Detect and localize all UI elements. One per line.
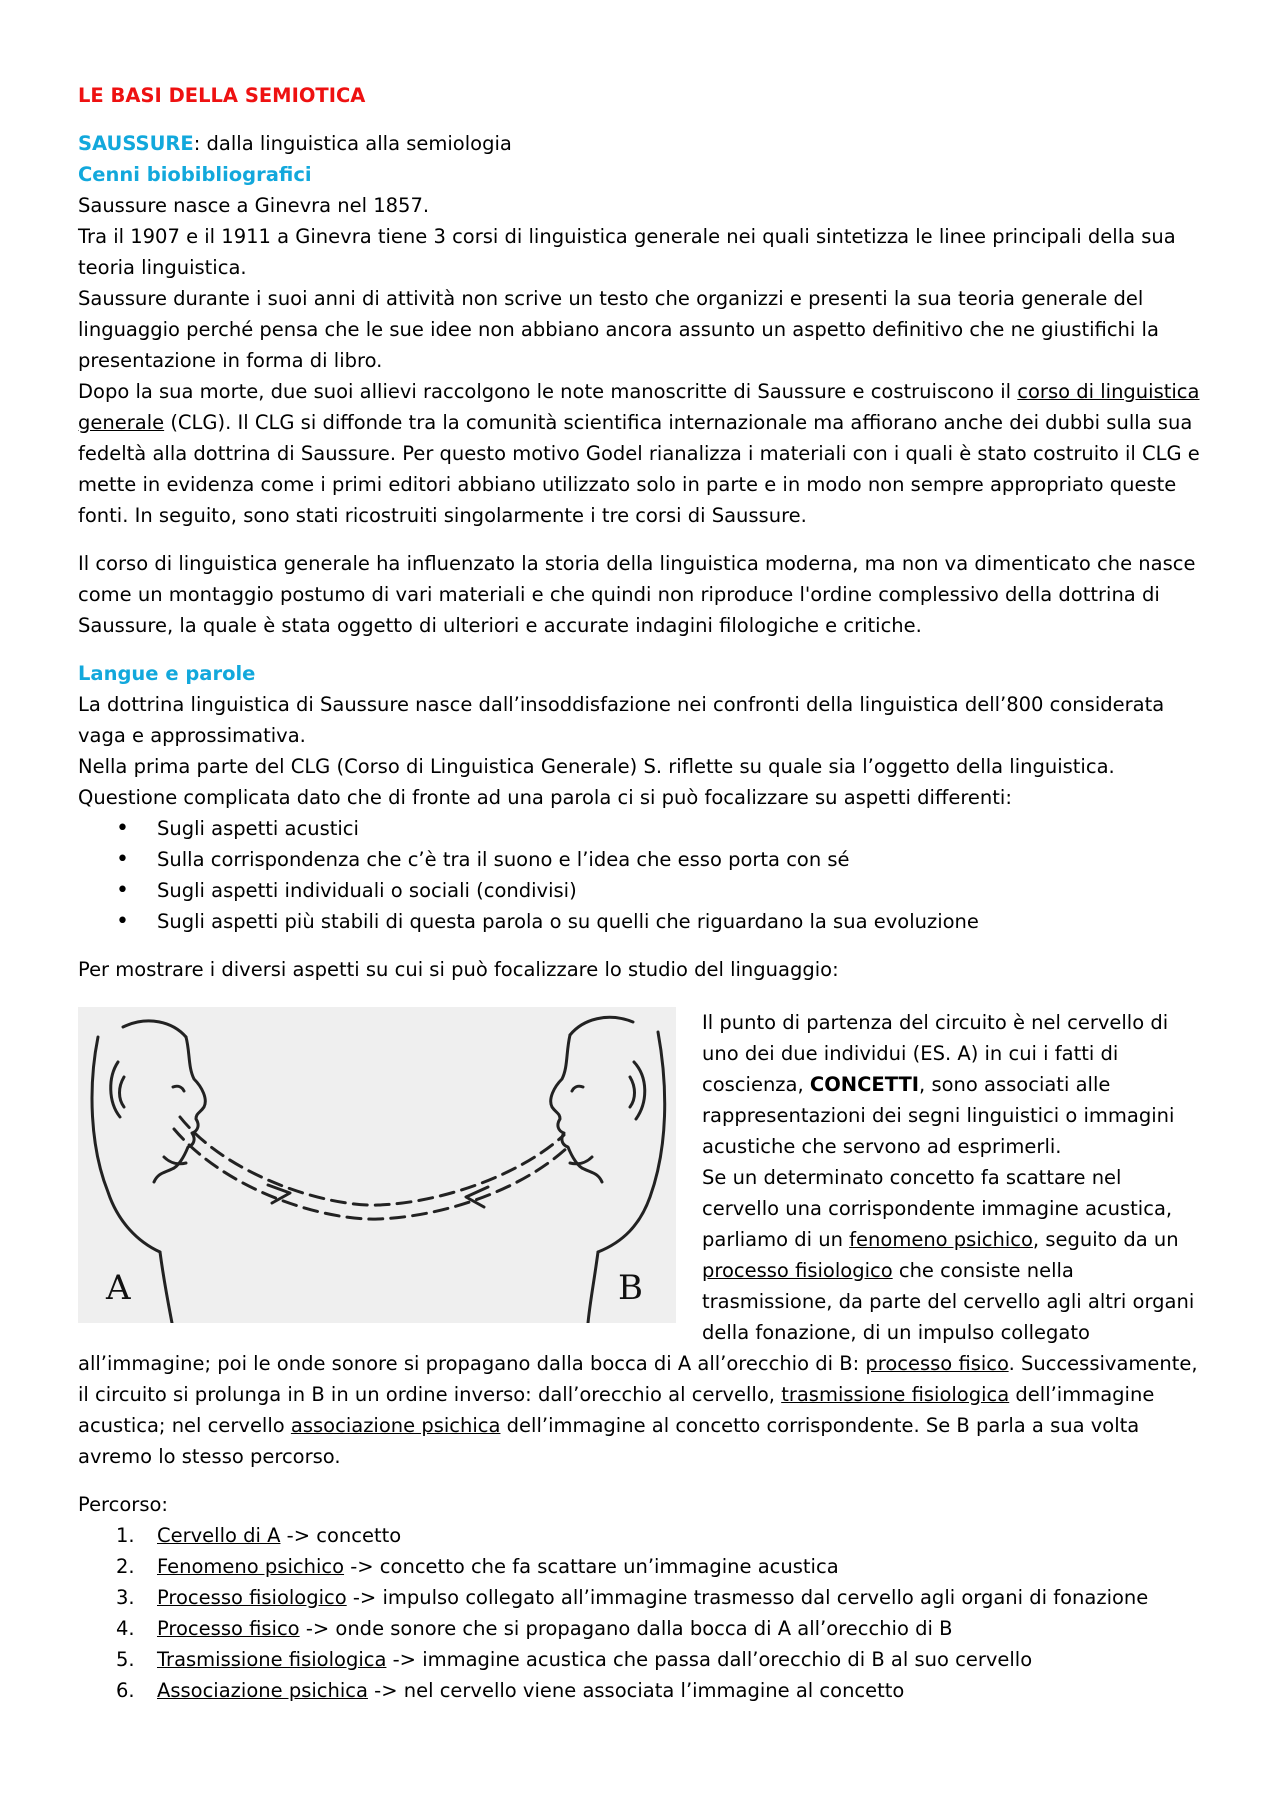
concetti-term: CONCETTI — [809, 1073, 920, 1096]
circuit-text-5: che consiste nella trasmissione, da parte del cervello agli altri organi della fonazione, di un impulso collegato all’immagine; poi le onde sonore si propagano dalla bocca di A all’orecchio di B: — [78, 1259, 1195, 1375]
percorso-list — [78, 1520, 1200, 1706]
document-title: LE BASI DELLA SEMIOTICA — [78, 84, 366, 107]
figure-label-a: A — [106, 1268, 131, 1308]
step-term: Trasmissione fisiologica — [157, 1648, 387, 1671]
paragraph-3: Saussure durante i suoi anni di attività non scrive un testo che organizzi e presenti la sua teoria generale del linguaggio perché pensa che le sue idee non abbiano ancora assunto un aspetto definitivo che ne giustifichi la presentazione in forma di libro. — [78, 287, 1159, 372]
step-number: 2. — [116, 1555, 135, 1578]
step-number: 4. — [116, 1617, 135, 1640]
step-desc: -> concetto — [280, 1524, 402, 1547]
step-term: Processo fisiologico — [157, 1586, 347, 1609]
step-term: Processo fisico — [157, 1617, 300, 1640]
trasmissione-fisiologica-term: trasmissione fisiologica — [781, 1383, 1010, 1406]
saussure-heading: SAUSSURE — [78, 132, 194, 155]
paragraph-8: Per mostrare i diversi aspetti su cui si può focalizzare lo studio del linguaggio: — [78, 958, 839, 981]
step-desc: -> concetto che fa scattare un’immagine acustica — [344, 1555, 839, 1578]
paragraph-4 — [78, 376, 1200, 531]
step-desc: -> impulso collegato all’immagine trasmesso dal cervello agli organi di fonazione — [346, 1586, 1149, 1609]
processo-fisico-term: processo fisico — [865, 1352, 1009, 1375]
step-number: 5. — [116, 1648, 135, 1671]
saussure-subtitle: : dalla linguistica alla semiologia — [193, 132, 512, 155]
cenni-heading: Cenni biobibliografici — [78, 163, 312, 186]
list-item — [78, 1551, 1200, 1582]
paragraph-4-text-a: Dopo la sua morte, due suoi allievi raccolgono le note manoscritte di Saussure e costruiscono il — [78, 380, 1018, 403]
circuit-section — [78, 1007, 1200, 1472]
paragraph-7: Nella prima parte del CLG (Corso di Linguistica Generale) S. riflette su quale sia l’oggetto della linguistica. Questione complicata dato che di fronte ad una parola ci si può focalizzare su aspetti differenti: — [78, 755, 1115, 809]
step-term: Associazione psichica — [157, 1679, 368, 1702]
step-number: 6. — [116, 1679, 135, 1702]
step-number: 3. — [116, 1586, 135, 1609]
list-item: • Sugli aspetti acustici — [78, 813, 1200, 844]
paragraph-1: Saussure nasce a Ginevra nel 1857. — [78, 194, 430, 217]
paragraph-4-text-b: (CLG). Il CLG si diffonde tra la comunità scientifica internazionale ma affiorano anche dei dubbi sulla sua fedeltà alla dottrina di Saussure. Per questo motivo Godel rianalizza i materiali con i quali è stato costruito il CLG e mette in evidenza come i primi editori abbiano utilizzato solo in parte e in modo non sempre appropriato queste fonti. In seguito, sono stati ricostruiti singolarmente i tre corsi di Saussure. — [78, 411, 1200, 527]
list-item — [78, 1644, 1200, 1675]
list-item: • Sulla corrispondenza che c’è tra il suono e l’idea che esso porta con sé — [78, 844, 1200, 875]
circuit-text-4: , seguito da un — [1032, 1228, 1179, 1251]
step-number: 1. — [116, 1524, 135, 1547]
speech-circuit-figure — [78, 1007, 676, 1323]
saussure-line — [78, 128, 1200, 159]
clg-link-text: corso di linguistica generale — [78, 380, 1200, 434]
step-term: Cervello di A — [157, 1524, 281, 1547]
figure-label-b: B — [618, 1268, 643, 1308]
step-desc: -> immagine acustica che passa dall’orecchio di B al suo cervello — [386, 1648, 1033, 1671]
circuit-text-7: dell’immagine acustica; nel cervello — [78, 1383, 1155, 1437]
step-desc: -> onde sonore che si propagano dalla bocca di A all’orecchio di B — [299, 1617, 953, 1640]
circuit-text-1: Il punto di partenza del circuito è nel cervello di uno dei due individui (ES. A) in cui i fatti di coscienza, — [702, 1011, 1169, 1096]
langue-heading: Langue e parole — [78, 662, 256, 685]
step-desc: -> nel cervello viene associata l’immagine al concetto — [367, 1679, 905, 1702]
processo-fisiologico-term: processo fisiologico — [702, 1259, 893, 1282]
list-item — [78, 1675, 1200, 1706]
list-item: • Sugli aspetti individuali o sociali (condivisi) — [78, 875, 1200, 906]
circuit-text-2: , sono associati alle rappresentazioni dei segni linguistici o immagini acustiche che servono ad esprimerli. — [702, 1073, 1175, 1158]
circuit-text-8: dell’immagine al concetto corrispondente. Se B parla a sua volta avremo lo stesso percorso. — [78, 1414, 1140, 1468]
list-item — [78, 1582, 1200, 1613]
list-item: • Sugli aspetti più stabili di questa parola o su quelli che riguardano la sua evoluzione — [78, 906, 1200, 937]
list-item — [78, 1520, 1200, 1551]
circuit-text-6: . Successivamente, il circuito si prolunga in B in un ordine inverso: dall’orecchio al cervello, — [78, 1352, 1198, 1406]
paragraph-2: Tra il 1907 e il 1911 a Ginevra tiene 3 corsi di linguistica generale nei quali sintetizza le linee principali della sua teoria linguistica. — [78, 225, 1176, 279]
circuit-text-3: Se un determinato concetto fa scattare nel cervello una corrispondente immagine acustica, parliamo di un — [702, 1166, 1173, 1251]
aspects-list — [78, 813, 1200, 937]
list-item — [78, 1613, 1200, 1644]
associazione-psichica-term: associazione psichica — [290, 1414, 501, 1437]
step-term: Fenomeno psichico — [157, 1555, 345, 1578]
percorso-label: Percorso: — [78, 1493, 168, 1516]
paragraph-6: La dottrina linguistica di Saussure nasce dall’insoddisfazione nei confronti della linguistica dell’800 considerata vaga e approssimativa. — [78, 693, 1165, 747]
paragraph-5: Il corso di linguistica generale ha influenzato la storia della linguistica moderna, ma non va dimenticato che nasce come un montaggio postumo di vari materiali e che quindi non riproduce l'ordine complessivo della dottrina di Saussure, la quale è stata oggetto di ulteriori e accurate indagini filologiche e critiche. — [78, 552, 1196, 637]
fenomeno-psichico-term: fenomeno psichico — [849, 1228, 1033, 1251]
speech-circuit-illustration — [78, 1007, 676, 1323]
